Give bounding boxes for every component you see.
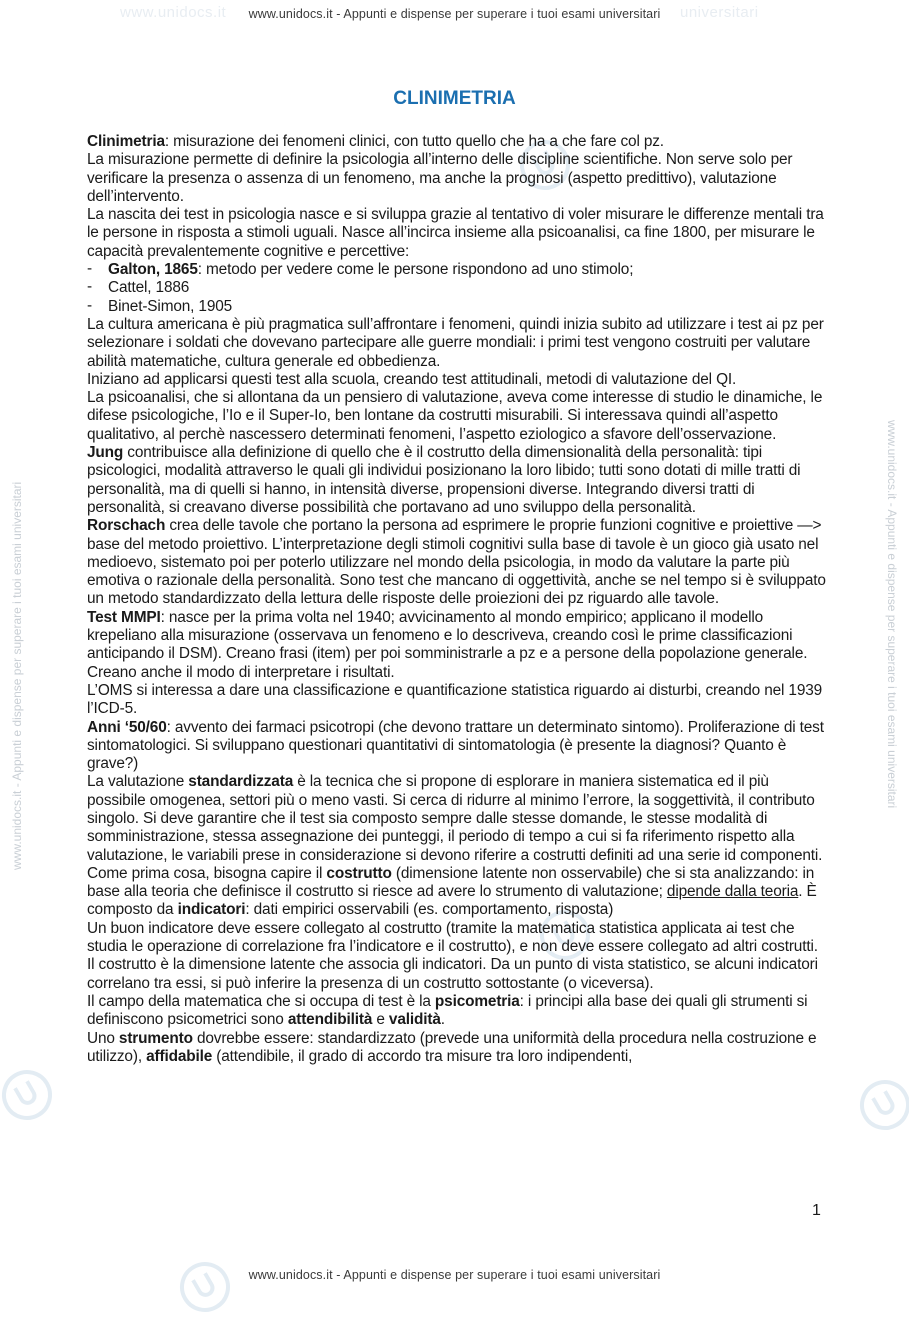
bold-term: standardizzata: [188, 773, 294, 791]
watermark-side-right: www.unidocs.it - Appunti e dispense per superare i tuoi esami universitari: [885, 420, 899, 809]
paragraph-text: : avvento dei farmaci psicotropi (che devono trattare un determinato sintomo). Proliferazione di test sintomatologici. Si sviluppano questionari quantitativi di sintomatologia (è presente la diagnosi? Quanto è grave?): [87, 718, 824, 773]
list-item-text: : metodo per vedere come le persone rispondono ad uno stimolo;: [197, 261, 634, 279]
paragraph-text: Come prima cosa, bisogna capire il: [87, 864, 327, 882]
paragraph-text: crea delle tavole che portano la persona ad esprimere le proprie funzioni cognitive e proiettive —> base del metodo proiettivo. L’interpretazione degli stimoli cognitivi sulla base di tavole è un gioco già usato nel medioevo, sistemato poi per poterlo utilizzare nel mondo della psicologia, in modo da valutare la parte più emotiva o razionale della personalità. Sono test che mancano di oggettività, anche se nel tempo si è sviluppato un metodo standardizzato della lettura delle risposte delle proiezioni dei pz riguardo alle tavole.: [87, 517, 826, 608]
list-item: [87, 261, 827, 279]
paragraph: [87, 517, 827, 608]
watermark-logo-icon: [171, 1253, 239, 1321]
bold-term: Jung: [87, 444, 124, 462]
paragraph: La cultura americana è più pragmatica sull’affrontare i fenomeni, quindi inizia subito ad utilizzare i test ai pz per selezionare i soldati che dovevano partecipare alle guerre mondiali: i primi test vengono costruiti per valutare abilità matematiche, cultura generale ed obbedienza.: [87, 315, 824, 370]
watermark-banner-bottom: www.unidocs.it - Appunti e dispense per superare i tuoi esami universitari: [248, 1268, 661, 1282]
bullet-list: [87, 261, 827, 316]
paragraph: [87, 609, 827, 682]
watermark-logo-icon: [851, 1071, 909, 1139]
paragraph-text: e: [372, 1011, 389, 1029]
paragraph: [87, 1030, 827, 1067]
paragraph-text: contribuisce alla definizione di quello che è il costrutto della dimensionalità della personalità: tipi psicologici, modalità attraverso le quali gli individui posizionano la loro libido; tutti sono dotati di mille tratti di personalità, ma di quelli si hanno, in intensità diverse, propensioni diverse. Integrando diversi tratti di personalità, si creavano diverse possibilità che portavano ad uno sviluppo della personalità.: [87, 444, 801, 516]
paragraph-text: : i principi alla base dei quali gli strumenti si definiscono psicometrici sono: [87, 992, 808, 1029]
paragraph-text: Il campo della matematica che si occupa di test è la: [87, 992, 435, 1010]
paragraph-text: Uno: [87, 1029, 119, 1047]
paragraph: Un buon indicatore deve essere collegato al costrutto (tramite la matematica statistica applicata ai test che studia le operazione di correlazione fra l’indicatore e il costrutto), e non deve essere collegato ad altri costrutti. Il costrutto è la dimensione latente che associa gli indicatori. Da un punto di vista statistico, se alcuni indicatori correlano tra essi, si può inferire la presenza di un costrutto sottostante (o viceversa).: [87, 919, 818, 992]
paragraph: [87, 444, 827, 517]
paragraph-text: (dimensione latente non osservabile) che si sta analizzando: in base alla teoria che definisce il costrutto si riesce ad avere lo strumento di valutazione;: [87, 864, 815, 901]
document-body: [87, 133, 827, 1066]
paragraph-text: : misurazione dei fenomeni clinici, con tutto quello che ha a che fare col pz.: [164, 133, 664, 150]
bold-term: strumento: [118, 1029, 193, 1047]
paragraph: La misurazione permette di definire la psicologia all’interno delle discipline scientifiche. Non serve solo per verificare la presenza o assenza di un fenomeno, ma anche la prognosi (aspetto predittivo), valutazione dell’intervento.: [87, 151, 793, 205]
watermark-banner-top: www.unidocs.it - Appunti e dispense per superare i tuoi esami universitari: [248, 7, 661, 21]
paragraph: L’OMS si interessa a dare una classificazione e quantificazione statistica riguardo ai disturbi, creando nel 1939 l’ICD-5.: [87, 681, 823, 718]
bold-term: affidabile: [146, 1047, 213, 1065]
watermark-side-left: www.unidocs.it - Appunti e dispense per superare i tuoi esami universitari: [10, 481, 24, 870]
bold-term: Test MMPI: [87, 608, 161, 626]
bold-term: Galton, 1865: [108, 261, 198, 279]
paragraph-text: (attendibile, il grado di accordo tra misure tra loro indipendenti,: [212, 1047, 633, 1065]
bold-term: Rorschach: [87, 517, 166, 535]
paragraph-text: La valutazione: [87, 773, 189, 791]
watermark-logo-icon: [0, 1061, 61, 1129]
bold-term: Anni ‘50/60: [87, 718, 167, 736]
paragraph-text: . È composto da: [87, 883, 817, 919]
watermark-ghost-text: www.unidocs.it: [120, 4, 227, 21]
paragraph: [87, 993, 827, 1030]
paragraph: La psicoanalisi, che si allontana da un pensiero di valutazione, aveva come interesse di studio le dinamiche, le difese psicologiche, l’Io e il Super-Io, ben lontane da costrutti misurabili. Si interessava quindi all’aspetto qualitativo, al perchè nascessero determinati fenomeni, l’aspetto eziologico a sfavore dell’osservazione.: [87, 389, 823, 443]
list-item: - Binet-Simon, 1905: [87, 298, 827, 316]
bold-term: validità: [388, 1011, 441, 1029]
paragraph-text: è la tecnica che si propone di esplorare in maniera sistematica ed il più possibile omogenea, settori più o meno vasti. Si cerca di ridurre al minimo l’errore, la soggettività, il contributo singolo. Si deve garantire che il test sia composto sempre dalle stesse domande, le stesse modalità di somministrazione, stessa assegnazione dei punteggi, il periodo di tempo a cui si fa riferimento rispetto alla valutazione, le variabili prese in considerazione si devono riferire a costrutti definiti ad una serie id componenti.: [87, 773, 823, 864]
bold-term: psicometria: [434, 992, 520, 1010]
underlined-text: dipende dalla teoria: [666, 883, 799, 901]
paragraph-text: : nasce per la prima volta nel 1940; avvicinamento al mondo empirico; applicano il modello krepeliano alla misurazione (osservava un fenomeno e lo descriveva, creando così le prime classificazioni anticipando il DSM). Creano frasi (item) per poi somministrarle a pz e a persone della popolazione generale. Creano anche il modo di interpretare i risultati.: [87, 608, 808, 681]
paragraph-text: dovrebbe essere: standardizzato (prevede una uniformità della procedura nella costruzione e utilizzo),: [87, 1029, 817, 1065]
paragraph: La nascita dei test in psicologia nasce e si sviluppa grazie al tentativo di voler misurare le differenze mentali tra le persone in risposta a stimoli uguali. Nasce all’incirca insieme alla psicoanalisi, ca fine 1800, per misurare le capacità prevalentemente cognitive e percettive:: [87, 206, 824, 260]
list-item: - Cattel, 1886: [87, 279, 827, 297]
page-number: 1: [812, 1202, 821, 1219]
paragraph: [87, 773, 827, 864]
paragraph: Iniziano ad applicarsi questi test alla scuola, creando test attitudinali, metodi di valutazione del QI.: [87, 370, 737, 388]
bold-term: indicatori: [177, 901, 246, 919]
paragraph: [87, 719, 827, 774]
paragraph: [87, 133, 827, 151]
watermark-ghost-text: universitari: [680, 4, 759, 21]
bold-term: Clinimetria: [87, 133, 165, 150]
bold-term: attendibilità: [287, 1011, 373, 1029]
paragraph: [87, 865, 827, 920]
bold-term: costrutto: [326, 864, 392, 882]
page-title: CLINIMETRIA: [393, 88, 516, 109]
paragraph-text: .: [440, 1011, 445, 1029]
paragraph-text: : dati empirici osservabili (es. comportamento, risposta): [245, 901, 614, 919]
